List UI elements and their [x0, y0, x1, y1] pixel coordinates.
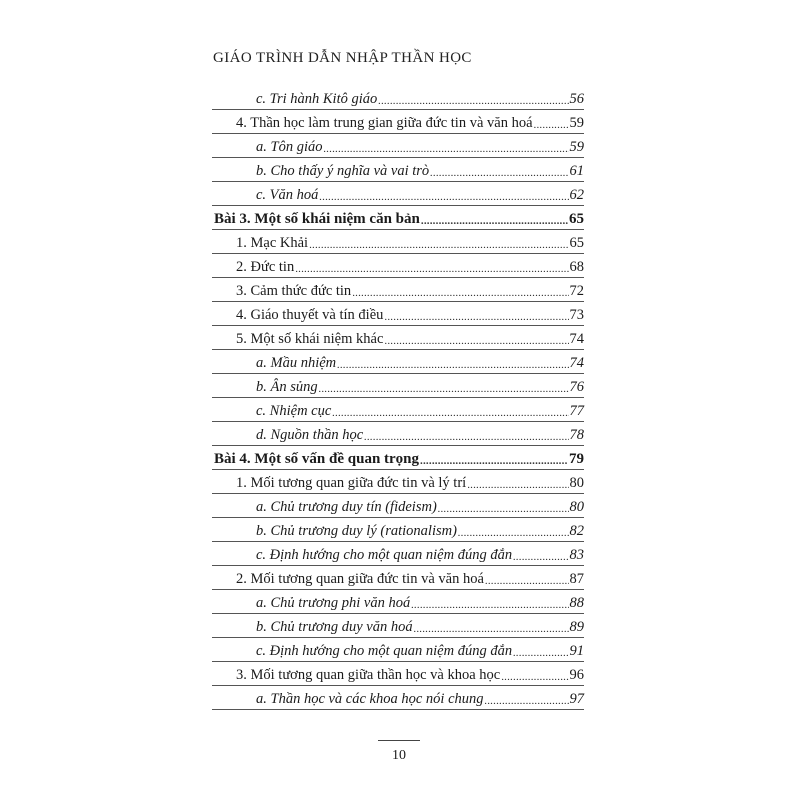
dot-leader [485, 695, 569, 707]
dot-leader [513, 551, 568, 563]
toc-section-entry [212, 470, 584, 494]
toc-entry-page: 65 [569, 211, 584, 227]
dot-leader [458, 527, 569, 539]
running-header: GIÁO TRÌNH DẪN NHẬP THẦN HỌC [213, 50, 472, 66]
dot-leader [337, 359, 568, 371]
toc-section-entry [212, 566, 584, 590]
toc-entry-title: Bài 4. Một số vấn đề quan trọng [214, 451, 420, 467]
dot-leader [309, 239, 568, 251]
dot-leader [438, 503, 569, 515]
toc-subsection-entry [212, 374, 584, 398]
toc-entry-title: a. Chủ trương duy tín (fideism) [256, 499, 437, 515]
toc-entry-page: 74 [569, 355, 584, 371]
dot-leader [384, 311, 568, 323]
toc-section-entry [212, 662, 584, 686]
toc-entry-page: 73 [569, 307, 584, 323]
dot-leader [485, 575, 569, 587]
dot-leader [384, 335, 568, 347]
toc-entry-title: 3. Mối tương quan giữa thần học và khoa học [236, 667, 501, 683]
toc-entry-page: 74 [569, 331, 584, 347]
dot-leader [352, 287, 568, 299]
toc-subsection-entry [212, 638, 584, 662]
dot-leader [295, 263, 568, 275]
toc-entry-title: b. Chủ trương duy lý (rationalism) [256, 523, 457, 539]
toc-entry-title: c. Nhiệm cục [256, 403, 332, 419]
toc-section-entry [212, 110, 584, 134]
dot-leader [467, 479, 568, 491]
toc-entry-title: a. Thần học và các khoa học nói chung [256, 691, 484, 707]
dot-leader [414, 623, 569, 635]
toc-entry-title: c. Văn hoá [256, 187, 319, 203]
toc-entry-page: 79 [569, 451, 584, 467]
toc-entry-title: 2. Đức tin [236, 259, 295, 275]
toc-entry-page: 56 [569, 91, 584, 107]
toc-entry-page: 91 [569, 643, 584, 659]
toc-subsection-entry [212, 518, 584, 542]
toc-entry-page: 72 [569, 283, 584, 299]
toc-subsection-entry [212, 182, 584, 206]
dot-leader [513, 647, 568, 659]
toc-subsection-entry [212, 590, 584, 614]
dot-leader [420, 455, 568, 467]
toc-subsection-entry [212, 494, 584, 518]
toc-section-entry [212, 254, 584, 278]
toc-entry-page: 59 [569, 115, 584, 131]
toc-entry-title: a. Chủ trương phi văn hoá [256, 595, 411, 611]
toc-chapter-entry [212, 446, 584, 470]
dot-leader [534, 119, 569, 131]
dot-leader [319, 191, 568, 203]
toc-subsection-entry [212, 86, 584, 110]
toc-entry-page: 97 [569, 691, 584, 707]
dot-leader [411, 599, 568, 611]
dot-leader [501, 671, 568, 683]
toc-entry-title: c. Tri hành Kitô giáo [256, 91, 378, 107]
dot-leader [378, 95, 568, 107]
toc-subsection-entry [212, 398, 584, 422]
toc-section-entry [212, 302, 584, 326]
toc-entry-page: 62 [569, 187, 584, 203]
toc-entry-page: 87 [569, 571, 584, 587]
toc-entry-page: 65 [569, 235, 584, 251]
toc-entry-page: 83 [569, 547, 584, 563]
toc-subsection-entry [212, 686, 584, 710]
toc-entry-page: 76 [569, 379, 584, 395]
dot-leader [323, 143, 568, 155]
dot-leader [421, 215, 568, 227]
toc-entry-title: a. Tôn giáo [256, 139, 323, 155]
toc-entry-title: 1. Mạc Khải [236, 235, 309, 251]
dot-leader [430, 167, 568, 179]
toc-entry-page: 80 [569, 475, 584, 491]
toc-entry-page: 96 [569, 667, 584, 683]
toc-entry-title: c. Định hướng cho một quan niệm đúng đắn [256, 547, 513, 563]
toc-entry-title: c. Định hướng cho một quan niệm đúng đắn [256, 643, 513, 659]
toc-entry-page: 61 [569, 163, 584, 179]
toc-entry-title: d. Nguồn thần học [256, 427, 364, 443]
toc-entry-title: b. Ân sủng [256, 379, 318, 395]
toc-section-entry [212, 278, 584, 302]
dot-leader [319, 383, 569, 395]
toc-subsection-entry [212, 422, 584, 446]
toc-entry-page: 59 [569, 139, 584, 155]
page-number: 10 [392, 748, 406, 763]
toc-subsection-entry [212, 158, 584, 182]
toc-entry-title: 4. Giáo thuyết và tín điều [236, 307, 384, 323]
toc-subsection-entry [212, 614, 584, 638]
footer-divider [378, 740, 420, 741]
toc-entry-page: 68 [569, 259, 584, 275]
toc-entry-title: b. Chủ trương duy văn hoá [256, 619, 413, 635]
table-of-contents [212, 86, 584, 710]
toc-entry-title: 3. Cảm thức đức tin [236, 283, 352, 299]
toc-subsection-entry [212, 134, 584, 158]
toc-entry-page: 82 [569, 523, 584, 539]
toc-entry-title: 4. Thần học làm trung gian giữa đức tin và văn hoá [236, 115, 533, 131]
toc-entry-page: 78 [569, 427, 584, 443]
toc-entry-title: 5. Một số khái niệm khác [236, 331, 384, 347]
toc-entry-title: 1. Mối tương quan giữa đức tin và lý trí [236, 475, 467, 491]
toc-chapter-entry [212, 206, 584, 230]
toc-entry-title: Bài 3. Một số khái niệm căn bản [214, 211, 420, 227]
toc-entry-page: 88 [569, 595, 584, 611]
dot-leader [364, 431, 568, 443]
toc-entry-page: 77 [569, 403, 584, 419]
toc-entry-title: a. Mầu nhiệm [256, 355, 337, 371]
dot-leader [332, 407, 568, 419]
toc-subsection-entry [212, 542, 584, 566]
toc-subsection-entry [212, 350, 584, 374]
toc-entry-title: 2. Mối tương quan giữa đức tin và văn hoá [236, 571, 484, 587]
toc-entry-title: b. Cho thấy ý nghĩa và vai trò [256, 163, 430, 179]
toc-entry-page: 80 [569, 499, 584, 515]
toc-entry-page: 89 [569, 619, 584, 635]
toc-section-entry [212, 230, 584, 254]
toc-section-entry [212, 326, 584, 350]
